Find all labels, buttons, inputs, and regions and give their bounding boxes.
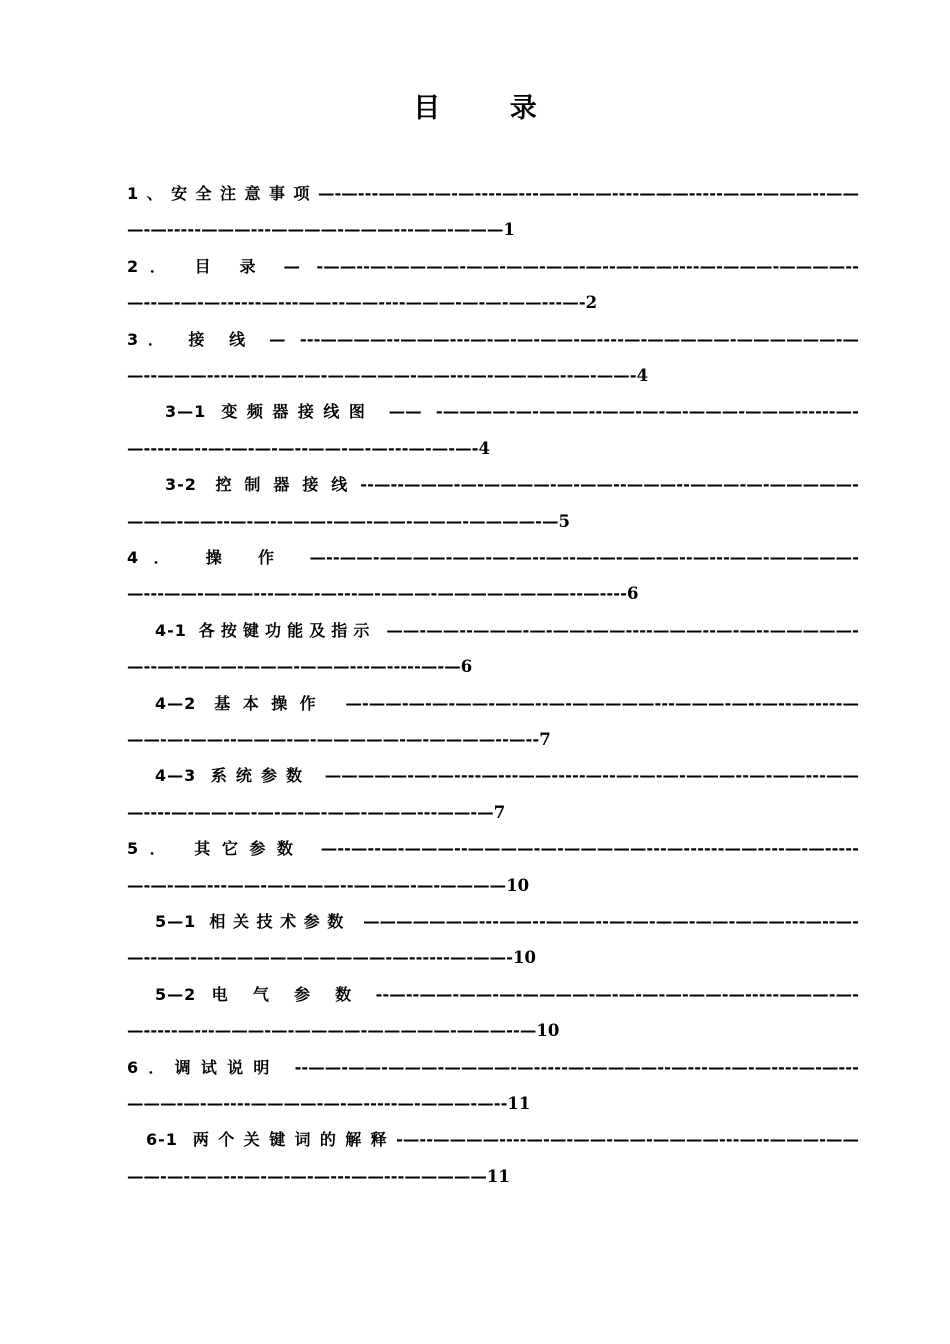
toc-entry[interactable] — [127, 176, 859, 249]
toc-entry[interactable] — [127, 1122, 859, 1195]
toc-page-number: 6 — [460, 657, 473, 677]
toc-entry-label: 3—1 变频器接线图 — [165, 402, 375, 422]
toc-entry[interactable] — [127, 831, 859, 904]
toc-entry[interactable] — [127, 1050, 859, 1123]
toc-entry[interactable] — [127, 467, 859, 540]
toc-entry[interactable] — [127, 904, 859, 977]
toc-entry-label: 4-1 各按键功能及指示 — [155, 620, 376, 640]
toc-entry[interactable] — [127, 758, 859, 831]
toc-entry-line-2 — [127, 868, 859, 904]
toc-entry-line-1 — [127, 322, 859, 358]
toc-page-number: 4 — [636, 365, 649, 385]
toc-entry[interactable] — [127, 977, 859, 1050]
toc-leader: —-----—---———-—-————-—————-———--— — [127, 1021, 537, 1041]
toc-entry-line-2 — [127, 358, 859, 394]
toc-leader: — -——--—-————-——-——-——-—--—-——----—-———-————-- — [267, 256, 859, 276]
toc-leader: -—--————----—-—-——-——-————---—--———-—— — [396, 1130, 859, 1150]
toc-leader: —-----—--—-—-—-—--——-—-—---—-—-—- — [127, 438, 479, 458]
toc-entry-line-1 — [127, 1122, 859, 1158]
toc-leader: —— -————-—-———--——-—-—-———-———------—- — [374, 402, 859, 422]
toc-entry-label: 1、安全注意事项 — [127, 184, 318, 203]
toc-page-number: 10 — [506, 875, 530, 895]
toc-entry-line-2 — [127, 940, 859, 976]
toc-page-number: 10 — [513, 948, 536, 968]
toc-entry[interactable] — [127, 686, 859, 759]
toc-entry-line-1 — [127, 758, 859, 794]
toc-entry-line-2 — [127, 212, 859, 248]
toc-entry-line-1 — [127, 1050, 859, 1086]
toc-entry-line-2 — [127, 649, 859, 685]
toc-entry-line-2 — [127, 431, 859, 467]
toc-page-number: 4 — [478, 438, 490, 458]
toc-entry-line-1 — [127, 467, 859, 503]
toc-entry-label: 6-1 两个关键词的解释 — [146, 1130, 397, 1150]
toc-leader: —-——-—-—-——-—-—--—-—————---———-—--—--—-----— — [328, 693, 859, 713]
toc-entry-line-2 — [127, 576, 859, 612]
toc-leader: --——-——-———-————-—-----—-————--—---—-—-—----—-—--- — [279, 1057, 859, 1077]
toc-leader: —--—-—-—------—---——--——----———-—-—-——---—- — [127, 293, 586, 313]
toc-entry-label: 6．调试说明 — [127, 1057, 280, 1077]
toc-leader: ——-——--———-—-——-——----———--—-—--—————- — [375, 620, 859, 640]
toc-entry-label: 5—2 电 气 参 数 — [155, 984, 361, 1004]
toc-page-number: 7 — [539, 729, 551, 749]
toc-leader: —-—-----———---————-———---——-——— — [127, 220, 504, 240]
page-title: 目 录 — [413, 93, 567, 124]
table-of-contents — [127, 176, 859, 1195]
toc-leader: —-—-——---——-—-———--——-—-—-———— — [127, 875, 507, 895]
toc-entry[interactable] — [127, 249, 859, 322]
toc-leader: — ---————--———---—-—-—-——-—----—-—————-——————-— — [254, 329, 859, 349]
toc-page-number: 6 — [626, 584, 639, 604]
toc-entry-label: 3． 接 线 — [127, 329, 255, 349]
toc-leader: —--—--———-———-———---—-----—-— — [127, 657, 461, 677]
toc-entry[interactable] — [127, 322, 859, 395]
toc-entry-line-1 — [127, 540, 859, 576]
toc-entry-line-2 — [127, 1086, 859, 1122]
toc-leader: —--——-—-——————————-—------—-——- — [127, 948, 514, 968]
toc-leader: --—--———-—-————-—-——--———--———-—-—————- — [360, 475, 859, 495]
toc-entry-label: 4． 操 作 — [127, 547, 290, 567]
toc-entry-label: 5—1 相关技术参数 — [155, 911, 351, 931]
toc-entry-line-1 — [127, 977, 859, 1013]
toc-page-number: 10 — [536, 1021, 560, 1041]
toc-leader: ———-——--—-—-———-——-——-———-————-— — [127, 511, 559, 531]
toc-leader: ———-—-—----————-—-—-----—-———-—-- — [127, 1093, 508, 1113]
toc-entry-line-1 — [127, 831, 859, 867]
toc-leader: —---——-———---—-—-—---—-———-————————--—---- — [127, 584, 627, 604]
toc-entry-line-1 — [127, 613, 859, 649]
toc-entry[interactable] — [127, 540, 859, 613]
toc-leader: —----—-——-—-—-—-—-——-———---——-— — [127, 802, 494, 822]
toc-leader: ———————---——--———--—-—-——-——-———---—--—- — [350, 911, 859, 931]
toc-page-number: 11 — [486, 1166, 510, 1186]
toc-entry-line-2 — [127, 795, 859, 831]
toc-entry-label: 4—2 基本操作 — [155, 693, 329, 713]
toc-entry-line-2 — [127, 1013, 859, 1049]
toc-leader: —--———----—--——-—-—————-——---—-————--—-——- — [127, 365, 637, 385]
toc-page-number: 2 — [585, 293, 598, 313]
toc-entry-label: 5． 其它参数 — [127, 839, 305, 859]
toc-entry-line-2 — [127, 722, 859, 758]
toc-entry-label: 4—3 系统参数 — [155, 766, 312, 786]
toc-entry-line-1 — [127, 904, 859, 940]
toc-entry-line-1 — [127, 394, 859, 430]
toc-entry-line-1 — [127, 686, 859, 722]
toc-page-number: 5 — [558, 511, 570, 531]
toc-leader: ——-—-——---—-—-—-—---——---————— — [127, 1166, 487, 1186]
toc-leader: —--—--—-———--————-—-—————---—------——----—-—----- — [304, 839, 859, 859]
toc-entry-line-2 — [127, 285, 859, 321]
toc-page-number: 1 — [503, 220, 515, 240]
toc-leader: —--——-————-——-—-—--—--—-—-——-—--—---——-—————- — [289, 547, 859, 567]
toc-entry-line-1 — [127, 176, 859, 212]
toc-entry-label: 2． 目 录 — [127, 256, 268, 276]
toc-leader: ——-—-——--———-—-—————-—-————--—-- — [127, 729, 540, 749]
toc-entry-label: 3-2 控制器接线 — [165, 475, 361, 495]
toc-entry-line-2 — [127, 504, 859, 540]
toc-leader: --—--——-——-—-————-—-—-—-—-——-—-----———-—- — [360, 984, 859, 1004]
toc-entry[interactable] — [127, 394, 859, 467]
toc-entry[interactable] — [127, 613, 859, 686]
toc-page-number: 7 — [493, 802, 506, 822]
toc-leader: —————-—-—----—---——-----—--—-—-—-———--—-——---—— — [311, 766, 859, 786]
toc-leader: —-—---———-—-—----—---——-——----———-----——-———--—— — [317, 184, 859, 203]
toc-page-number: 11 — [507, 1093, 531, 1113]
toc-entry-line-2 — [127, 1159, 859, 1195]
toc-entry-line-1 — [127, 249, 859, 285]
